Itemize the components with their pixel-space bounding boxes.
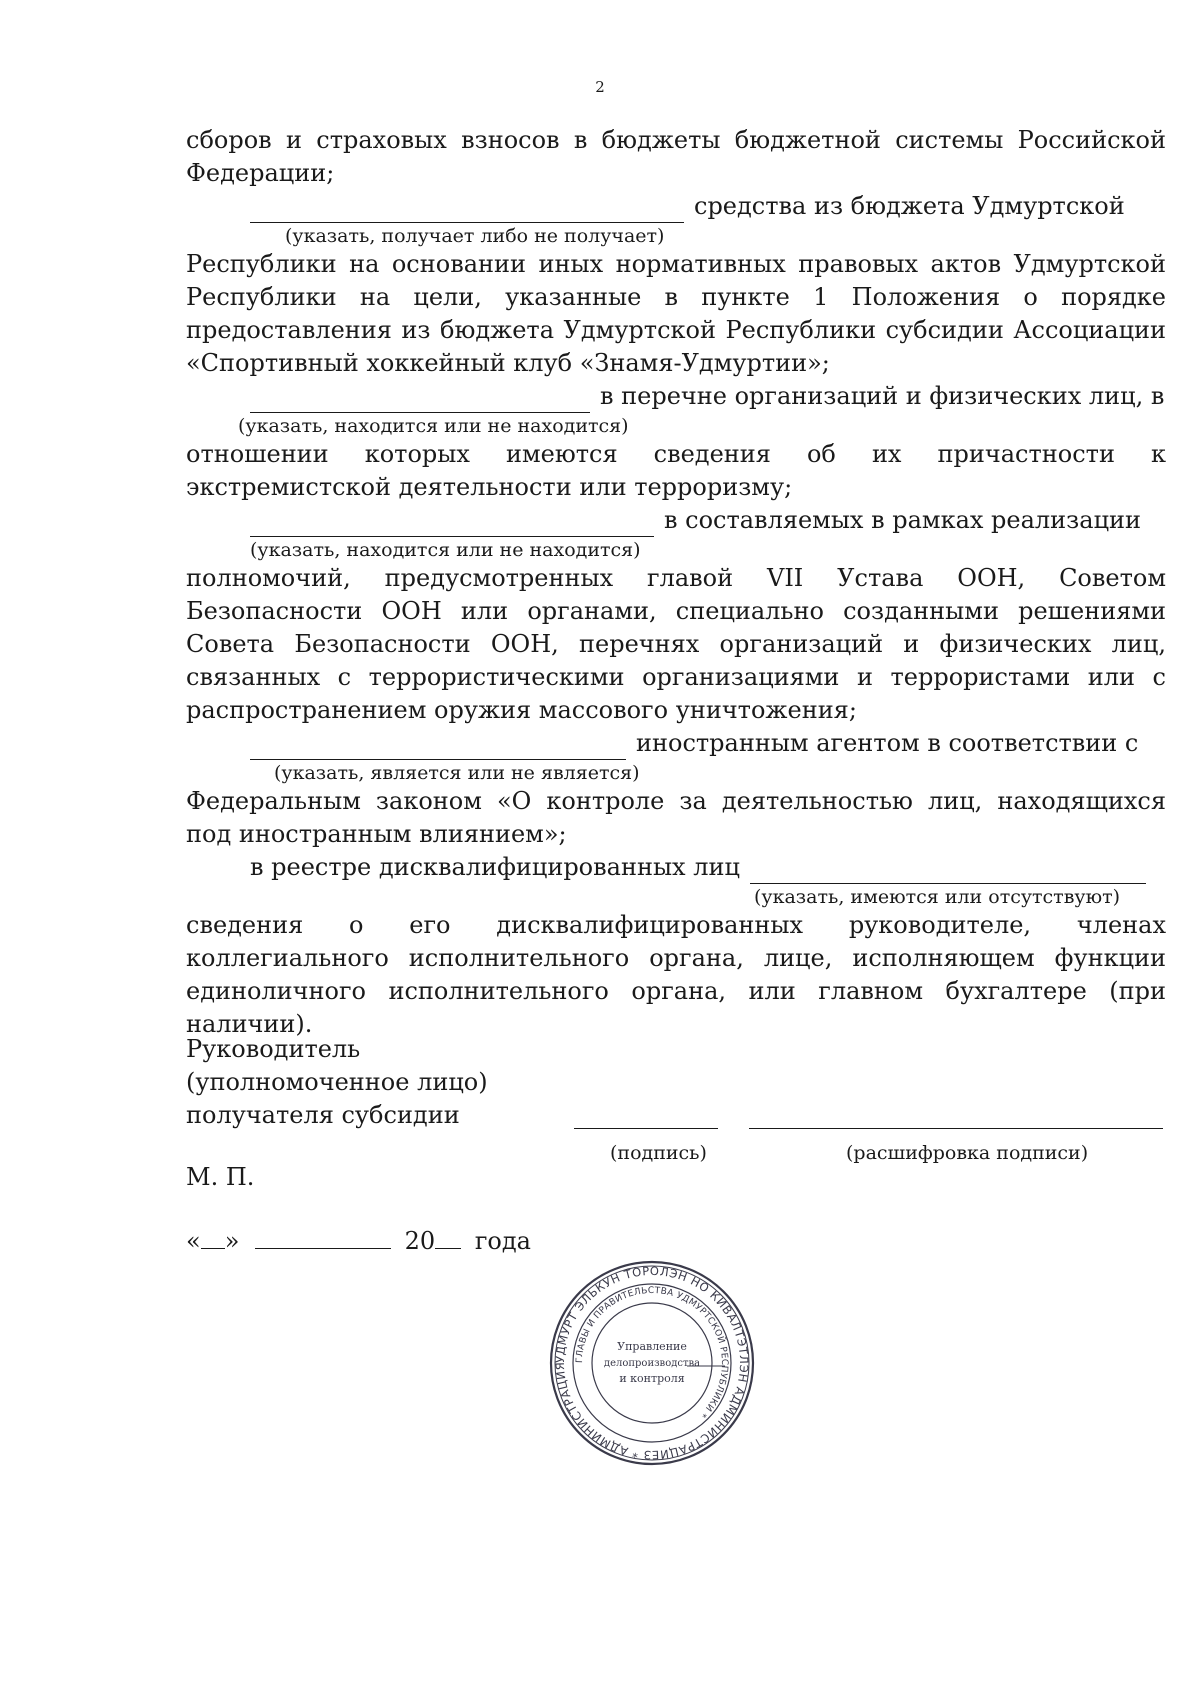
year-prefix: 20 — [404, 1227, 436, 1255]
seal-center-line-2: делопроизводства — [603, 1358, 701, 1369]
blank-day — [201, 1222, 225, 1249]
extremism-list-text: в перечне организаций и физических лиц, в — [600, 382, 1165, 410]
decoding-caption: (расшифровка подписи) — [846, 1142, 1089, 1164]
disqualified-registry-text: в реестре дисквалифицированных лиц — [250, 853, 740, 881]
fill-row-disqualified-registry — [186, 851, 1166, 884]
signature-decoding-line — [749, 1128, 1163, 1129]
blank-registry-info — [750, 857, 1146, 884]
signature-caption: (подпись) — [610, 1142, 707, 1164]
hint-located-2: (указать, находится или не находится) — [250, 539, 641, 561]
blank-is-foreign-agent — [250, 733, 626, 760]
blank-month — [255, 1222, 391, 1249]
paragraph-foreign-influence-law: Федеральным законом «О контроле за деятельностью лиц, находящихся под иностранным влиянием»; — [186, 787, 1166, 848]
open-quote: « — [186, 1227, 201, 1255]
signature-block — [186, 1033, 1166, 1191]
blank-in-extremism-list — [250, 386, 590, 413]
seal-center-line-3: и контроля — [619, 1372, 685, 1385]
paragraph-un-security-council: полномочий, предусмотренных главой VII Устава ООН, Советом Безопасности ООН или органами, специально созданными решениями Совета Безопасности ООН, перечнях организаций и физических лиц, связанных с террористическими организациями и террористами или с распространением оружия массового уничтожения; — [186, 564, 1166, 724]
fill-row-un-lists — [186, 504, 1166, 537]
fill-row-extremism-list — [186, 380, 1166, 413]
seal-outer-text: УДМУРТ ЭЛЬКУН ТОРОЛЭН НО КИВАЛТЭТЛЭН АДМИНИСТРАЦИЕЗ * АДМИНИСТРАЦИЯ — [552, 1263, 752, 1463]
paragraph-tax-fees: сборов и страховых взносов в бюджеты бюджетной системы Российской Федерации; — [186, 126, 1166, 187]
blank-receives-funds — [250, 196, 684, 223]
blank-year — [435, 1222, 461, 1249]
declaration-body — [186, 124, 1166, 1041]
signature-line — [574, 1128, 718, 1129]
un-lists-text: в составляемых в рамках реализации — [664, 506, 1141, 534]
paragraph-extremism: отношении которых имеются сведения об их причастности к экстремистской деятельности или терроризму; — [186, 440, 1166, 501]
official-seal — [547, 1258, 757, 1468]
hint-receives: (указать, получает либо не получает) — [285, 225, 665, 247]
blank-in-un-lists — [250, 510, 654, 537]
signatory-role-2: (уполномоченное лицо) — [186, 1068, 488, 1096]
close-quote: » — [224, 1227, 240, 1255]
hint-is: (указать, является или не является) — [274, 762, 640, 784]
signatory-role-3: получателя субсидии — [186, 1101, 460, 1129]
seal-center-line-1: Управление — [617, 1340, 687, 1353]
hint-located-1: (указать, находится или не находится) — [238, 415, 629, 437]
signatory-role-1: Руководитель — [186, 1035, 361, 1063]
paragraph-normative-acts: Республики на основании иных нормативных правовых актов Удмуртской Республики на цели, указанные в пункте 1 Положения о порядке предоставления из бюджета Удмуртской Республики субсидии Ассоциации «Спортивный хоккейный клуб «Знамя-Удмуртии»; — [186, 250, 1166, 377]
fill-row-budget-funds — [186, 190, 1166, 223]
seal-place-label: М. П. — [186, 1163, 255, 1191]
paragraph-disqualified-persons: сведения о его дисквалифицированных руководителе, членах коллегиального исполнительного органа, лице, исполняющем функции единоличного исполнительного органа, или главном бухгалтере (при наличии). — [186, 911, 1166, 1038]
budget-funds-text: средства из бюджета Удмуртской — [694, 192, 1125, 220]
hint-present: (указать, имеются или отсутствуют) — [754, 886, 1121, 908]
year-word: года — [474, 1227, 531, 1255]
page-number: 2 — [595, 78, 605, 96]
fill-row-foreign-agent — [186, 727, 1166, 760]
date-line — [186, 1222, 531, 1258]
seal-inner-text: ГЛАВЫ И ПРАВИТЕЛЬСТВА УДМУРТСКОЙ РЕСПУБЛИКИ * — [574, 1285, 730, 1420]
foreign-agent-text: иностранным агентом в соответствии с — [636, 729, 1139, 757]
